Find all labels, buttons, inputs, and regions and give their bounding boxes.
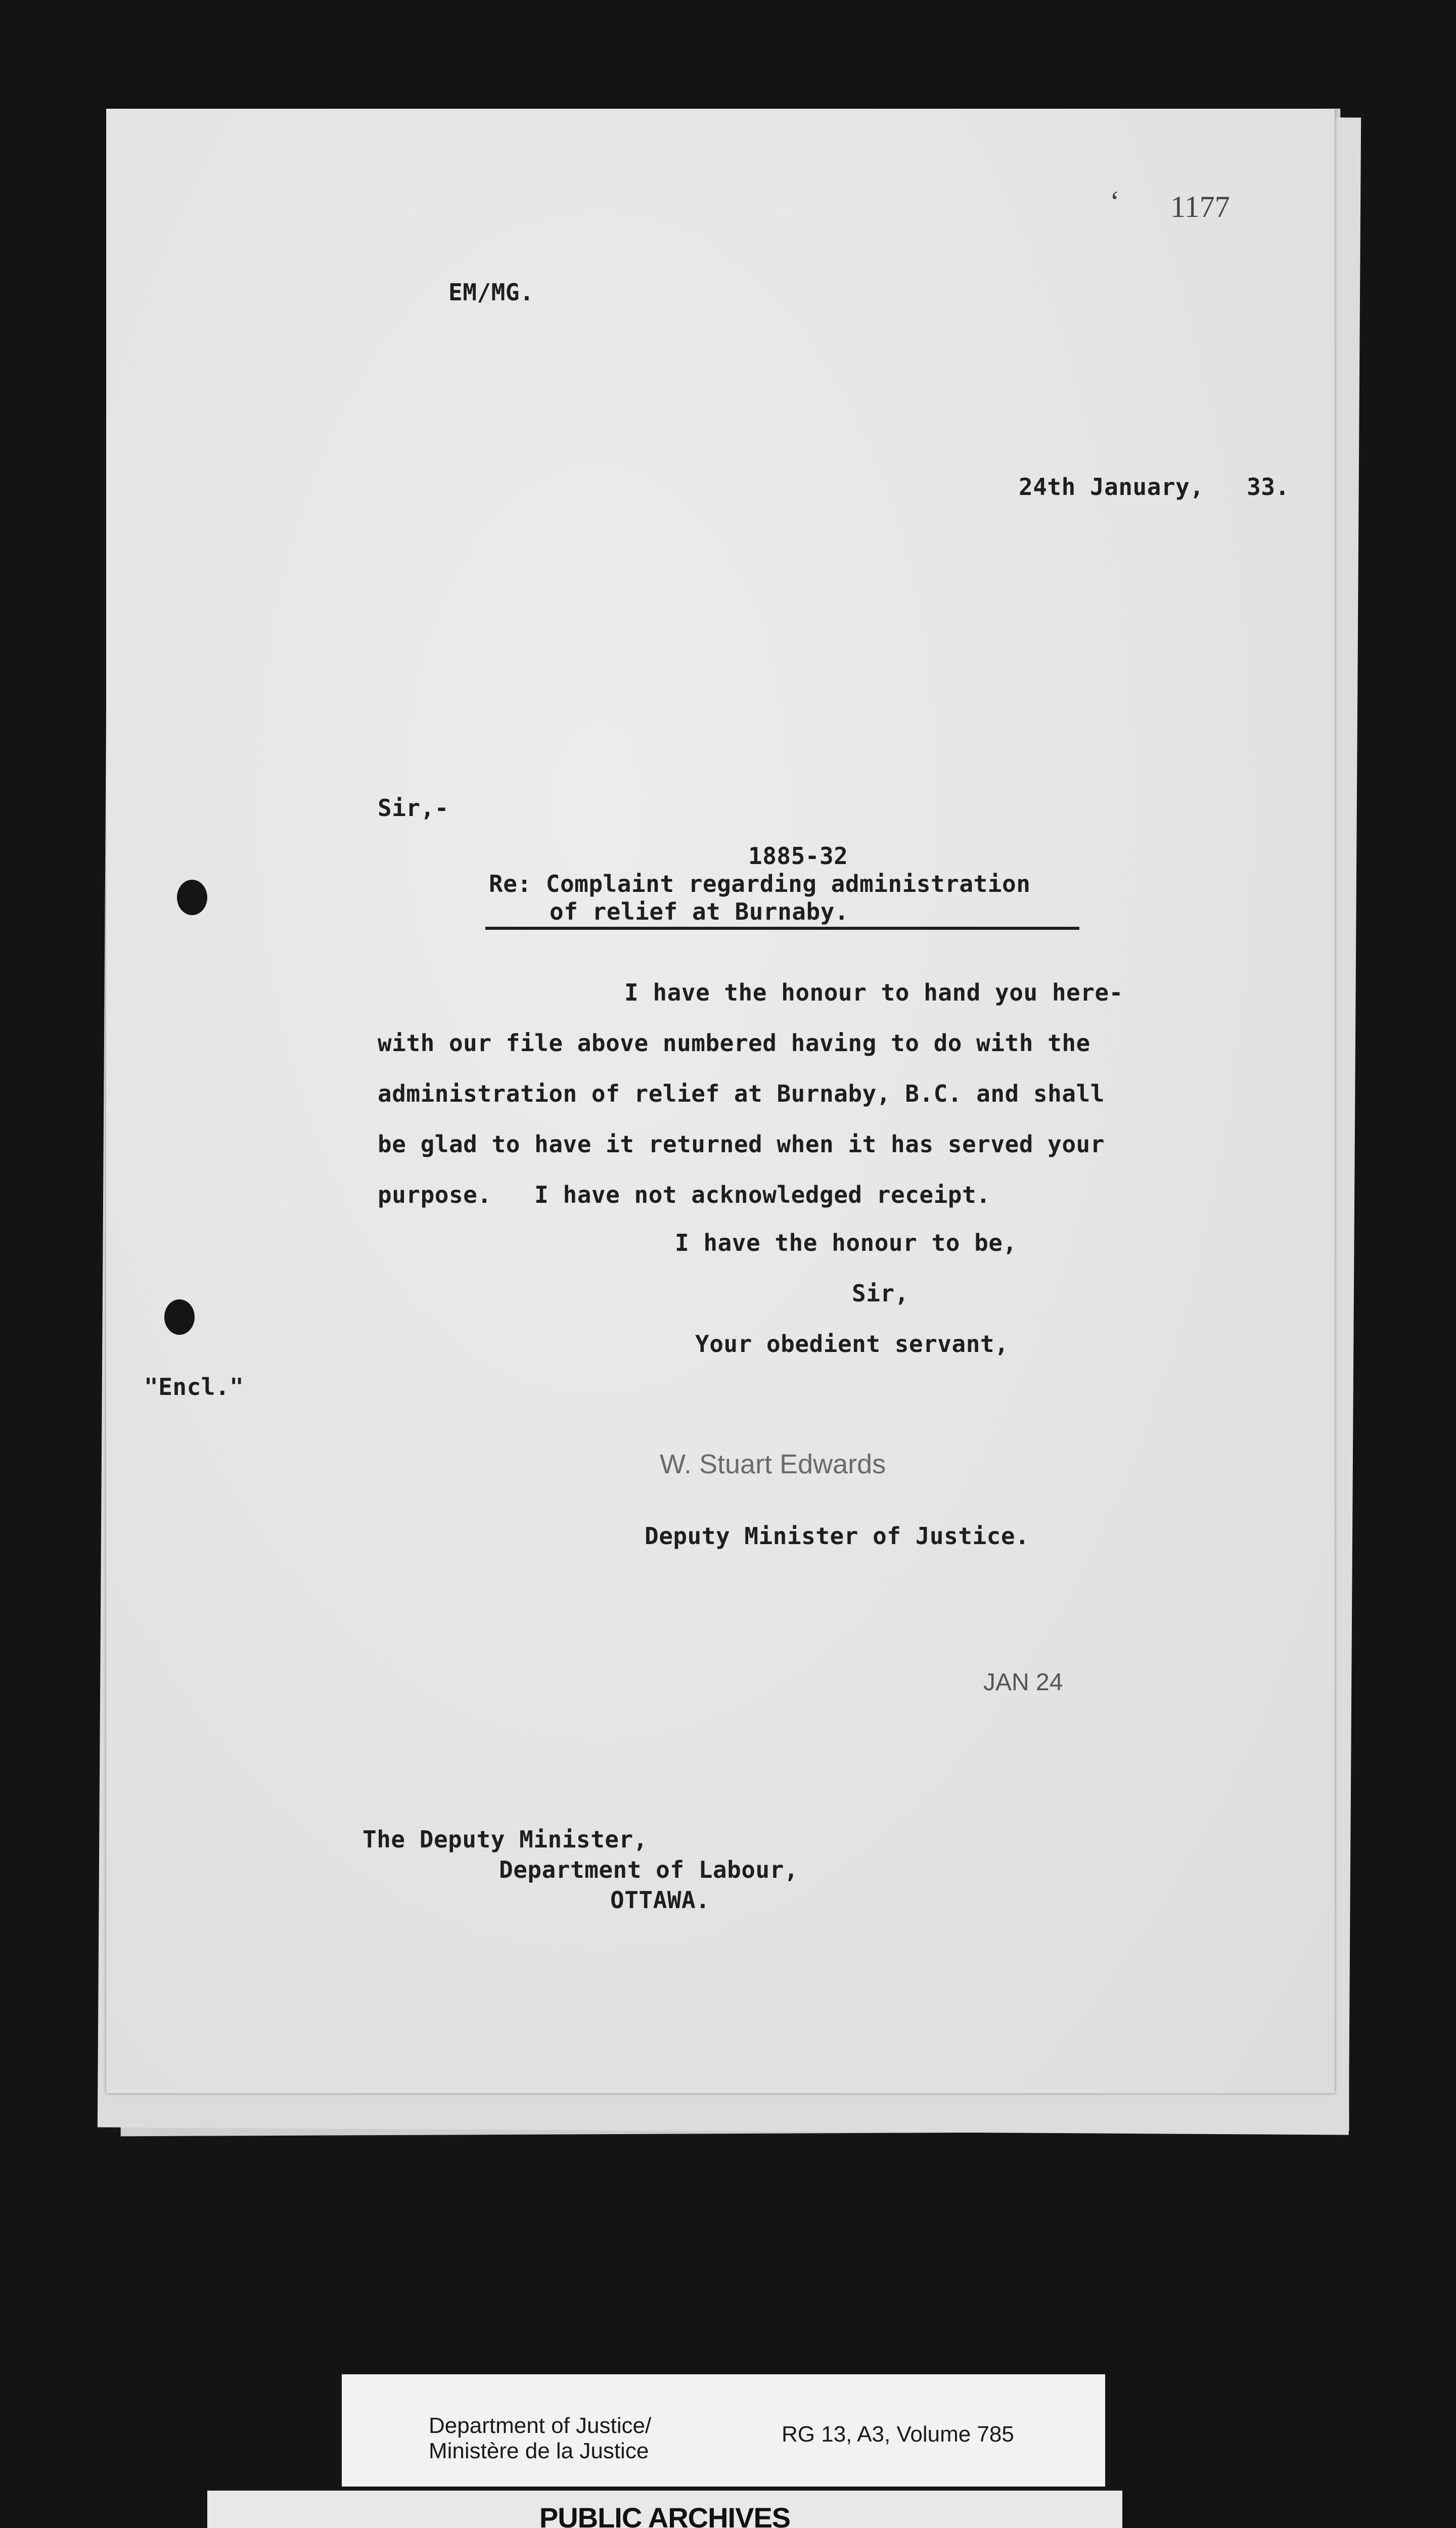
folio-prefix: ‘ — [1110, 185, 1120, 218]
subject-line-2: of relief at Burnaby. — [550, 898, 849, 925]
closing-line-1: I have the honour to be, — [675, 1229, 1017, 1256]
punch-hole-top — [177, 880, 207, 915]
body-line-3: administration of relief at Burnaby, B.C. and shall — [378, 1080, 1105, 1107]
addressee-line-3: OTTAWA. — [610, 1886, 710, 1914]
reference-initials: EM/MG. — [448, 279, 534, 306]
body-line-4: be glad to have it returned when it has served your — [378, 1131, 1105, 1158]
subject-underline — [485, 927, 1079, 930]
archive-reference-label — [342, 2374, 1105, 2487]
department-french: Ministère de la Justice — [429, 2439, 649, 2463]
subject-line-1: Re: Complaint regarding administration — [489, 870, 1031, 897]
closing-line-3: Your obedient servant, — [695, 1330, 1009, 1358]
public-archives-stamp — [207, 2491, 1122, 2528]
archive-reference: RG 13, A3, Volume 785 — [782, 2422, 1014, 2447]
signatory-title: Deputy Minister of Justice. — [645, 1522, 1030, 1550]
body-line-2: with our file above numbered having to do with the — [378, 1029, 1090, 1057]
body-line-5: purpose. I have not acknowledged receipt. — [378, 1181, 991, 1208]
body-line-1: I have the honour to hand you here- — [624, 979, 1123, 1006]
salutation: Sir,- — [378, 794, 449, 822]
folio-number: 1177 — [1170, 190, 1230, 223]
signature-stamp: W. Stuart Edwards — [660, 1449, 886, 1479]
archives-line-1: PUBLIC ARCHIVES — [539, 2502, 791, 2528]
punch-hole-bottom — [164, 1299, 195, 1335]
department-english: Department of Justice/ — [429, 2413, 652, 2438]
letter-date: 24th January, 33. — [1019, 473, 1290, 501]
enclosure-note: "Encl." — [144, 1373, 244, 1401]
closing-line-2: Sir, — [852, 1280, 909, 1307]
letter-page — [106, 109, 1335, 2093]
addressee-line-2: Department of Labour, — [499, 1856, 799, 1883]
received-date-stamp: JAN 24 — [983, 1669, 1063, 1696]
addressee-line-1: The Deputy Minister, — [362, 1826, 648, 1853]
file-number: 1885-32 — [748, 842, 848, 870]
